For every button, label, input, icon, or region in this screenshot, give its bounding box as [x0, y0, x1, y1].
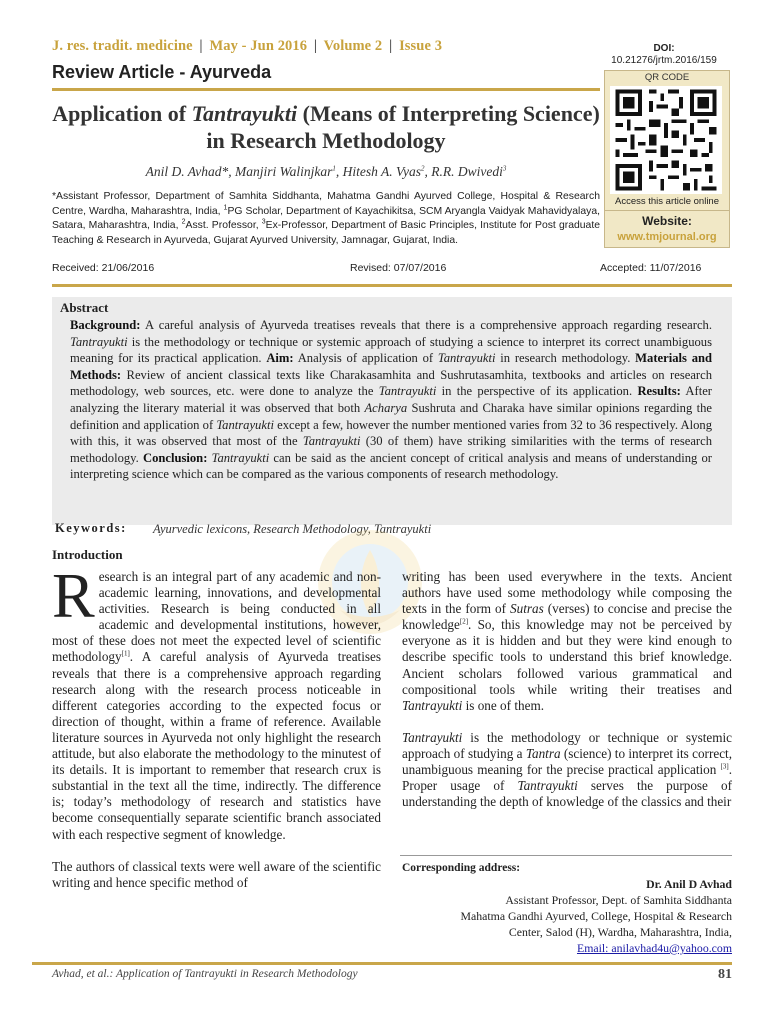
affiliation-text: *Assistant Professor, Department of Samhita Siddhanta, Mahatma Gandhi Ayurved College, Hospital & Research Centre, Wardha, Maharashtra, India, — [52, 191, 600, 217]
title-text: (Means of Interpreting Science) in Research Methodology — [206, 101, 600, 153]
paragraph-italic: Tantrayukti — [402, 729, 463, 745]
abstract-label: Background: — [70, 318, 141, 332]
abstract-italic: Tantrayukti — [437, 351, 496, 366]
abstract-label: Aim: — [266, 351, 294, 366]
keywords-label: Keywords: — [55, 521, 127, 535]
separator: | — [389, 38, 393, 54]
correspondent-name: Dr. Anil D Avhad — [646, 877, 732, 891]
abstract-italic: Tantrayukti — [216, 417, 274, 432]
paragraph — [402, 730, 732, 810]
issue-date: May - Jun 2016 — [209, 38, 308, 54]
citation-ref: [1] — [121, 650, 130, 659]
paragraph-text: is the methodology or technique or systemic approach of studying a — [402, 729, 732, 761]
running-footer: Avhad, et al.: Application of Tantrayukti in Research Methodology — [52, 968, 358, 980]
abstract-italic: Tantrayukti — [302, 434, 361, 449]
abstract-span: After analyzing the literary material it was observed that both — [70, 384, 712, 415]
footer-divider — [32, 962, 732, 965]
website-label: Website: — [642, 214, 692, 228]
correspondence-address — [402, 876, 732, 956]
paragraph-italic: Tantrayukti — [402, 697, 463, 713]
body-column-right — [402, 569, 732, 810]
paragraph-italic: Tantra — [525, 745, 561, 761]
body-column-left — [52, 560, 381, 891]
affiliation-sup: 3 — [261, 218, 266, 226]
paragraph-text: . A careful analysis of Ayurveda treatises reveals that there is a comprehensive approach regarding research along with the research process noticeable in different categories according to the expected focus or direction of thought, within a frame of reference. Available literature sources in Ayurveda not only highlight the research attitude, but also elaborate the methodology to the minutest of its details. It is important to remember that research crux is substantial in the text all the time, indirectly. The difference is; today’s methodology of research and statistics have become consequentially separate scientific branch associated with each respective segment of knowledge. — [52, 649, 381, 842]
abstract-text — [70, 317, 712, 483]
abstract-label: Materials and Methods: — [70, 351, 712, 382]
affiliation-text: PG Scholar, Department of Kayachikitsa, SCM Aryangla Vaidyak Mahavidyalaya, Satara, Maharashtra, India, — [52, 205, 600, 231]
affiliation-sup: 1 — [223, 204, 228, 212]
abstract-span: Review of ancient classical texts like Charakasamhita and Sushrutasamhita, textbooks and articles on research methodology, web sources, etc. were done to analyze the — [70, 367, 712, 399]
abstract-italic: Acharya — [364, 400, 408, 415]
doi-value: 10.21276/jrtm.2016/159 — [611, 55, 717, 66]
paragraph — [402, 569, 732, 714]
title-text: Application of — [52, 101, 192, 126]
abstract-heading: Abstract — [60, 300, 109, 315]
affiliation-text: Asst. Professor, — [185, 220, 262, 231]
paragraph-text: (science) to interpret its correct, unambiguous meaning for the precise practical application — [402, 745, 733, 778]
received-date: Received: 21/06/2016 — [52, 262, 155, 274]
abstract-span: Analysis of application of — [293, 351, 438, 366]
abstract-span: except a few, however the number mentioned varies from 32 to 36 respectively. Along with this, it was observed that most of the — [70, 417, 713, 449]
abstract-span: is the methodology or technique or systemic approach of studying a science to interpret its correct unambiguous meaning for its practical application. — [70, 334, 712, 366]
abstract-italic: Tantrayukti — [378, 384, 437, 399]
correspondence-divider — [400, 855, 732, 856]
abstract-span: can be said as the ancient concept of critical analysis and means of understanding or interpreting science which can be compared as the various components of research methodology. — [70, 450, 712, 482]
paragraph-text: esearch is an integral part of any academic and non-academic learning, innovations, and developmental activities. Research is being conducted in all academic and developmental institutions, however, most of these does not meet the expected level of scientific methodology — [52, 569, 381, 665]
keywords-value: Ayurvedic lexicons, Research Methodology, Tantrayukti — [153, 522, 432, 536]
article-title — [52, 100, 600, 154]
doi-label: DOI: — [653, 43, 675, 54]
revised-date: Revised: 07/07/2016 — [350, 262, 447, 274]
paragraph — [52, 560, 381, 843]
email-link[interactable]: Email: anilavhad4u@yahoo.com — [576, 941, 732, 955]
address-line: Mahatma Gandhi Ayurved, College, Hospital & Research — [460, 909, 732, 923]
article-type: Review Article - Ayurveda — [52, 62, 272, 82]
paragraph-italic: Tantrayukti — [517, 778, 578, 794]
drop-cap: R — [52, 560, 95, 631]
issue: Issue 3 — [399, 38, 443, 54]
author-sup: 1 — [332, 164, 336, 173]
abstract-span: in research methodology. — [495, 351, 636, 366]
dates-divider — [52, 284, 732, 287]
affiliation-sup: 2 — [181, 218, 186, 226]
qr-label: QR CODE — [644, 72, 690, 83]
abstract-label: Results: — [637, 384, 681, 399]
paragraph-text: is one of them. — [462, 697, 545, 713]
abstract-label: Conclusion: — [143, 450, 208, 465]
page-number: 81 — [718, 967, 732, 982]
abstract-span: (30 of them) have striking similarities with the terms of research methodology. — [70, 434, 712, 465]
qr-access-text: Access this article online — [614, 196, 720, 207]
doi-block — [604, 43, 724, 67]
separator: | — [313, 38, 318, 54]
address-line: Assistant Professor, Dept. of Samhita Siddhanta — [505, 893, 732, 907]
journal-header — [52, 38, 442, 55]
author-list: Anil D. Avhad*, Manjiri Walinjkar$^1$, Hitesh A. Vyas$^2$, R.R. Dwivedi$^3$ — [145, 164, 507, 179]
paragraph-text: (verses) to concise and precise the knowledge — [402, 601, 732, 633]
citation-ref: [3] — [720, 762, 729, 771]
paragraph: The authors of classical texts were well aware of the scientific writing and hence specific method of — [52, 858, 381, 890]
paragraph-text: writing has been used everywhere in the texts. Ancient authors have used some methodology while composing the texts in the form of — [402, 569, 732, 617]
affiliations — [52, 190, 600, 248]
paragraph-text: . Proper usage of — [402, 762, 732, 794]
address-line: Center, Salod (H), Wardha, Maharashtra, India, — [508, 925, 732, 939]
correspondence-heading: Corresponding address: — [402, 862, 521, 874]
affiliation-text: Ex-Professor, Department of Basic Principles, Institute for Post graduate Teaching & Research in Ayurveda, Gujarat Ayurved University, Jamnagar, Gujarat, India. — [52, 220, 600, 246]
author-sup: 3 — [502, 164, 507, 173]
author-name: Hitesh A. Vyas — [342, 164, 422, 179]
qr-divider — [605, 210, 729, 211]
introduction-heading: Introduction — [52, 547, 123, 562]
qr-code-image[interactable] — [610, 86, 722, 194]
citation-ref: [2] — [459, 617, 469, 626]
paragraph-text: serves the purpose of understanding the depth of knowledge of the classics and their — [402, 778, 732, 810]
abstract-italic: Tantrayukti — [70, 334, 128, 349]
title-italic: Tantrayukti — [191, 101, 298, 126]
journal-name: J. res. tradit. medicine — [52, 38, 193, 54]
paragraph-text: . So, this knowledge may not be perceived by everyone as it is hidden and but they were kind enough to describe specific tools to understand this brief knowledge. Ancient scholars followed various grammatical and compositional tools while writing their treatises and — [402, 617, 732, 697]
website-link[interactable]: www.tmjournal.org — [617, 231, 717, 243]
abstract-italic: Tantrayukti — [211, 450, 270, 465]
volume: Volume 2 — [323, 38, 383, 54]
author-name: R.R. Dwivedi — [431, 164, 503, 179]
abstract-span: in the perspective of its application. — [436, 384, 638, 399]
author-name: Manjiri Walinjkar — [234, 164, 333, 179]
abstract-span: A careful analysis of Ayurveda treatises reveals that there is a comprehensive approach regarding research. — [140, 318, 712, 332]
author-name: Anil D. Avhad* — [145, 164, 229, 179]
header-divider — [52, 88, 600, 91]
author-sup: 2 — [421, 164, 425, 173]
paragraph-italic: Sutras — [510, 601, 544, 617]
accepted-date: Accepted: 11/07/2016 — [600, 262, 702, 274]
abstract-span: Sushruta and Charaka have similar opinions regarding the definition and application of — [70, 400, 712, 432]
separator: | — [199, 38, 203, 54]
